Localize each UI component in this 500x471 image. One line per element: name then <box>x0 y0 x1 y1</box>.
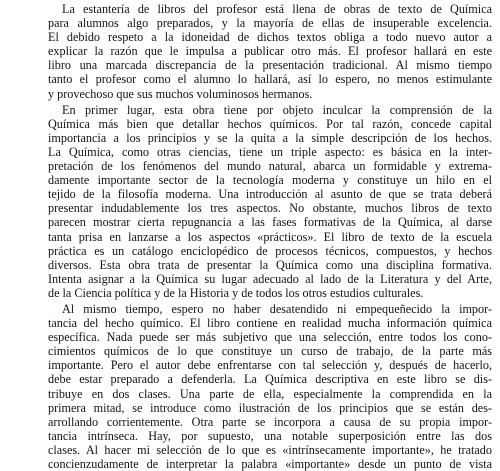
text-line: importancia a los principios y se la quita a la simple descripción de los hechos. <box>48 130 492 145</box>
text-line: arrollando corrientemente. Otra parte se incorpora a causa de su propia impor- <box>48 414 492 429</box>
text-line: parecen mostrar cierta repugnancia a las fases formativas de la Química, al darse <box>48 215 492 230</box>
text-line: tribuye en dos clases. Una parte de ella, especialmente la comprendida en la <box>48 386 492 401</box>
text-line: La estantería de libros del profesor está llena de obras de texto de Química <box>62 2 492 16</box>
text-line: tancia intrínseca. Hay, por supuesto, una notable superposición entre las dos <box>48 428 492 443</box>
text-line: concienzudamente de interpretar la palabra «importante» desde un punto de vista <box>48 457 492 471</box>
text-line: práctica es un catálogo enciclopédico de procesos técnicos, compuestos, y hechos <box>48 243 492 258</box>
text-line: cimientos químicos de lo que constituye un curso de trabajo, de la parte más <box>48 344 492 359</box>
text-line: y provechoso que sus muchos voluminosos hermanos. <box>48 86 313 101</box>
text-line: Intenta asignar a la Química su lugar adecuado al lado de la Literatura y del Arte, <box>48 271 492 286</box>
text-line: diversos. Esta obra trata de presentar la Química como una disciplina formativa. <box>48 257 492 272</box>
text-line: La Química, como otras ciencias, tiene un triple aspecto: es básica en la inter- <box>48 144 492 159</box>
text-line: pretación de los fenómenos del mundo natural, abarca un formidable y extrema- <box>48 159 492 174</box>
text-line: tanta prisa en lanzarse a los aspectos «prácticos». El libro de texto de la escuela <box>48 229 492 244</box>
text-line: Al mismo tiempo, espero no haber desatendido ni empequeñecido la impor- <box>62 301 492 316</box>
text-line: tancia del hecho químico. El libro contiene en realidad mucha información química <box>48 316 492 331</box>
text-line: presentar indudablemente los tres aspectos. No obstante, muchos libros de texto <box>48 201 492 216</box>
text-line: damente importante sector de la tecnología moderna y constituye un hilo en el <box>48 173 492 188</box>
text-line: explicar la razón que le impulsa a publicar otro más. El profesor hallará en este <box>48 44 492 59</box>
text-line: tejido de la filosofía moderna. Una introducción al asunto de que se trata deberá <box>48 187 492 202</box>
text-line: clases. Al hacer mi selección de lo que es «intrínsecamente importante», he tratado <box>48 442 492 457</box>
paragraph-3 <box>48 302 492 471</box>
text-line: de la Ciencia política y de la Historia y de todos los otros estudios culturales. <box>48 285 424 300</box>
paragraph-2 <box>48 103 492 300</box>
text-line: debe estar preparado a defenderla. La Química descriptiva en este libro se dis- <box>48 372 492 387</box>
text-line: libro una marcada discrepancia de la presentación tradicional. Al mismo tiempo <box>48 58 492 73</box>
text-line: primera mitad, se introduce como ilustración de los principios que se están des- <box>48 400 492 415</box>
paragraph-1 <box>48 2 492 101</box>
text-line: para alumnos algo preparados, y la mayoría de ellas de insuperable excelencia. <box>48 16 492 31</box>
text-line: importante. Pero el autor debe enfrentarse con tal selección y, después de hacerlo, <box>48 358 492 373</box>
text-line: En primer lugar, esta obra tiene por objeto inculcar la comprensión de la <box>62 102 492 117</box>
text-line: El debido respeto a la idoneidad de dichos textos obliga a todo nuevo autor a <box>48 30 492 45</box>
text-line: Química más bien que detallar hechos químicos. Por tal razón, concede capital <box>48 116 492 131</box>
text-line: específica. Nada puede ser más subjetivo que una selección, entre todos los cono- <box>48 330 492 345</box>
text-line: tanto el profesor como el alumno lo hallará, así lo espero, no menos estimulante <box>48 72 492 87</box>
